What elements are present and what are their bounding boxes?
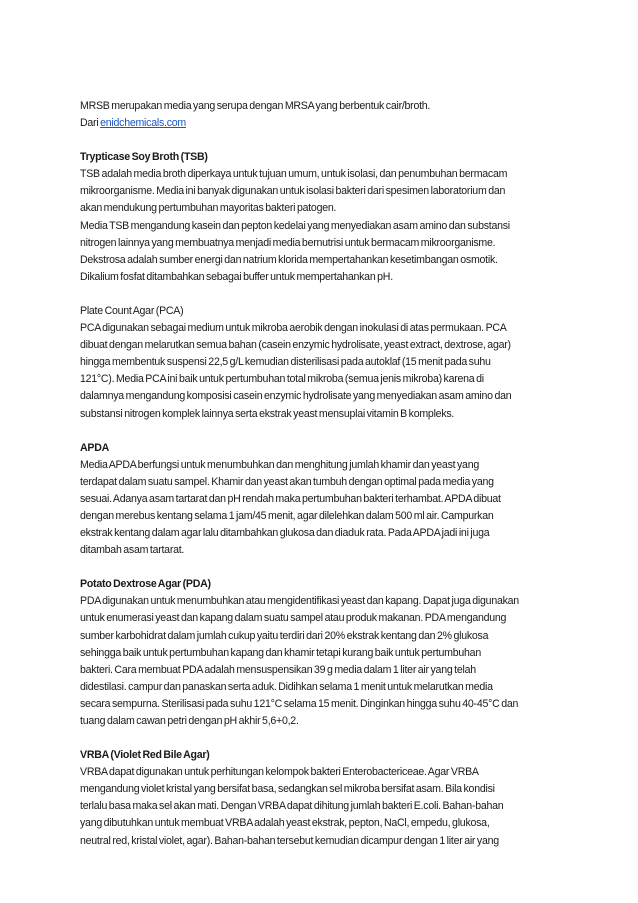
paragraph-line: neutral red, kristal violet, agar). Bahan-bahan tersebut kemudian dicampur dengan 1 liter air yang (80, 834, 499, 847)
section-heading: Trypticase Soy Broth (TSB) (80, 151, 208, 164)
paragraph-line: Media APDA berfungsi untuk menumbuhkan dan menghitung jumlah khamir dan yeast yang (80, 458, 479, 471)
paragraph-line: tuang dalam cawan petri dengan pH akhir 5,6+0,2. (80, 715, 299, 727)
section-block (80, 747, 598, 850)
paragraph-line: dalamnya mengandung komposisi casein enzymic hydrolisate yang menyediakan asam amino dan (80, 390, 512, 403)
section-block (80, 440, 598, 560)
section-heading: APDA (80, 441, 110, 454)
section-spacer (80, 286, 598, 303)
intro-text: MRSB merupakan media yang serupa dengan MRSA yang berbentuk cair/broth. (80, 100, 431, 112)
section-block (80, 149, 598, 286)
paragraph-line: bakteri. Cara membuat PDA adalah mensuspensikan 39 g media dalam 1 liter air yang telah (80, 663, 476, 676)
paragraph-line: PDA digunakan untuk menumbuhkan atau mengidentifikasi yeast dan kapang. Dapat juga digunakan (80, 595, 519, 608)
section-heading: Potato Dextrose Agar (PDA) (80, 578, 211, 591)
section-block (80, 303, 598, 423)
paragraph-line: TSB adalah media broth diperkaya untuk tujuan umum, untuk isolasi, dan penumbuhan bermacam (80, 168, 508, 181)
paragraph-line: PCA digunakan sebagai medium untuk mikroba aerobik dengan inokulasi di atas permukaan. PCA (80, 322, 507, 335)
paragraph-line: VRBA dapat digunakan untuk perhitungan kelompok bakteri Enterobactericeae. Agar VRBA (80, 766, 479, 779)
paragraph-line: akan mendukung pertumbuhan mayoritas bakteri patogen. (80, 202, 337, 215)
paragraph-line: terdapat dalam suatu sampel. Khamir dan yeast akan tumbuh dengan optimal pada media yang (80, 475, 494, 488)
section-heading: Plate Count Agar (PCA) (80, 304, 184, 317)
paragraph-line: Dekstrosa adalah sumber energi dan natrium klorida mempertahankan kesetimbangan osmotik. (80, 253, 498, 266)
paragraph-line: sumber karbohidrat dalam jumlah cukup yaitu terdiri dari 20% ekstrak kentang dan 2% glukosa (80, 629, 489, 642)
paragraph-line: Dikalium fosfat ditambahkan sebagai buffer untuk mempertahankan pH. (80, 270, 393, 283)
section-block (80, 576, 598, 730)
paragraph-line: didestilasi. campur dan panaskan serta aduk. Didihkan selama 1 menit untuk melarutkan media (80, 680, 493, 693)
paragraph-line: sehingga baik untuk pertumbuhan kapang dan khamir tetapi kurang baik untuk pertumbuhan (80, 646, 481, 659)
paragraph-line: dengan merebus kentang selama 1 jam/45 menit, agar dilelehkan dalam 500 ml air. Campurkan (80, 509, 494, 522)
paragraph-line: substansi nitrogen komplek lainnya serta ekstrak yeast mensuplai vitamin B kompleks. (80, 407, 455, 420)
paragraph-line: ekstrak kentang dalam agar lalu ditambahkan glukosa dan diaduk rata. Pada APDA jadi ini juga (80, 527, 490, 540)
intro-block (80, 98, 598, 132)
section-heading: VRBA (Violet Red Bile Agar) (80, 749, 210, 762)
section-spacer (80, 423, 598, 440)
section-spacer (80, 559, 598, 576)
paragraph-line: Media TSB mengandung kasein dan pepton kedelai yang menyediakan asam amino dan substansi (80, 219, 510, 232)
paragraph-line: secara sempurna. Sterilisasi pada suhu 121°C selama 15 menit. Dinginkan hingga suhu 40-45°C dan (80, 697, 519, 710)
paragraph-line: sesuai. Adanya asam tartarat dan pH rendah maka pertumbuhan bakteri terhambat. APDA dibuat (80, 492, 501, 505)
paragraph-line: nitrogen lainnya yang membuatnya menjadi media bernutrisi untuk bermacam mikroorganisme. (80, 236, 496, 249)
paragraph-line: ditambah asam tartarat. (80, 544, 185, 557)
paragraph-line: hingga membentuk suspensi 22,5 g/L kemudian disterilisasi pada autoklaf (15 menit pada suhu (80, 356, 491, 369)
section-spacer (80, 132, 598, 149)
paragraph-line: terlalu basa maka sel akan mati. Dengan VRBA dapat dihitung jumlah bakteri E.coli. Bahan-bahan (80, 800, 504, 813)
paragraph-line: yang dibutuhkan untuk membuat VRBA adalah yeast ekstrak, pepton, NaCl, empedu, glukosa, (80, 817, 490, 830)
section-spacer (80, 730, 598, 747)
source-prefix: Dari (80, 117, 101, 130)
source-line (80, 115, 598, 132)
paragraph-line: mengandung violet kristal yang bersifat basa, sedangkan sel mikroba bersifat asam. Bila kondisi (80, 783, 495, 796)
paragraph-line: dibuat dengan melarutkan semua bahan (casein enzymic hydrolisate, yeast extract, dextrose, agar) (80, 339, 511, 352)
source-link[interactable]: enidchemicals.com (100, 117, 186, 130)
paragraph-line: mikroorganisme. Media ini banyak digunakan untuk isolasi bakteri dari spesimen laboratorium dan (80, 185, 506, 198)
paragraph-line: untuk enumerasi yeast dan kapang dalam suatu sampel atau produk makanan. PDA mengandung (80, 612, 507, 625)
paragraph-line: 121°C). Media PCA ini baik untuk pertumbuhan total mikroba (semua jenis mikroba) karena di (80, 373, 484, 386)
sections-container (80, 132, 598, 849)
